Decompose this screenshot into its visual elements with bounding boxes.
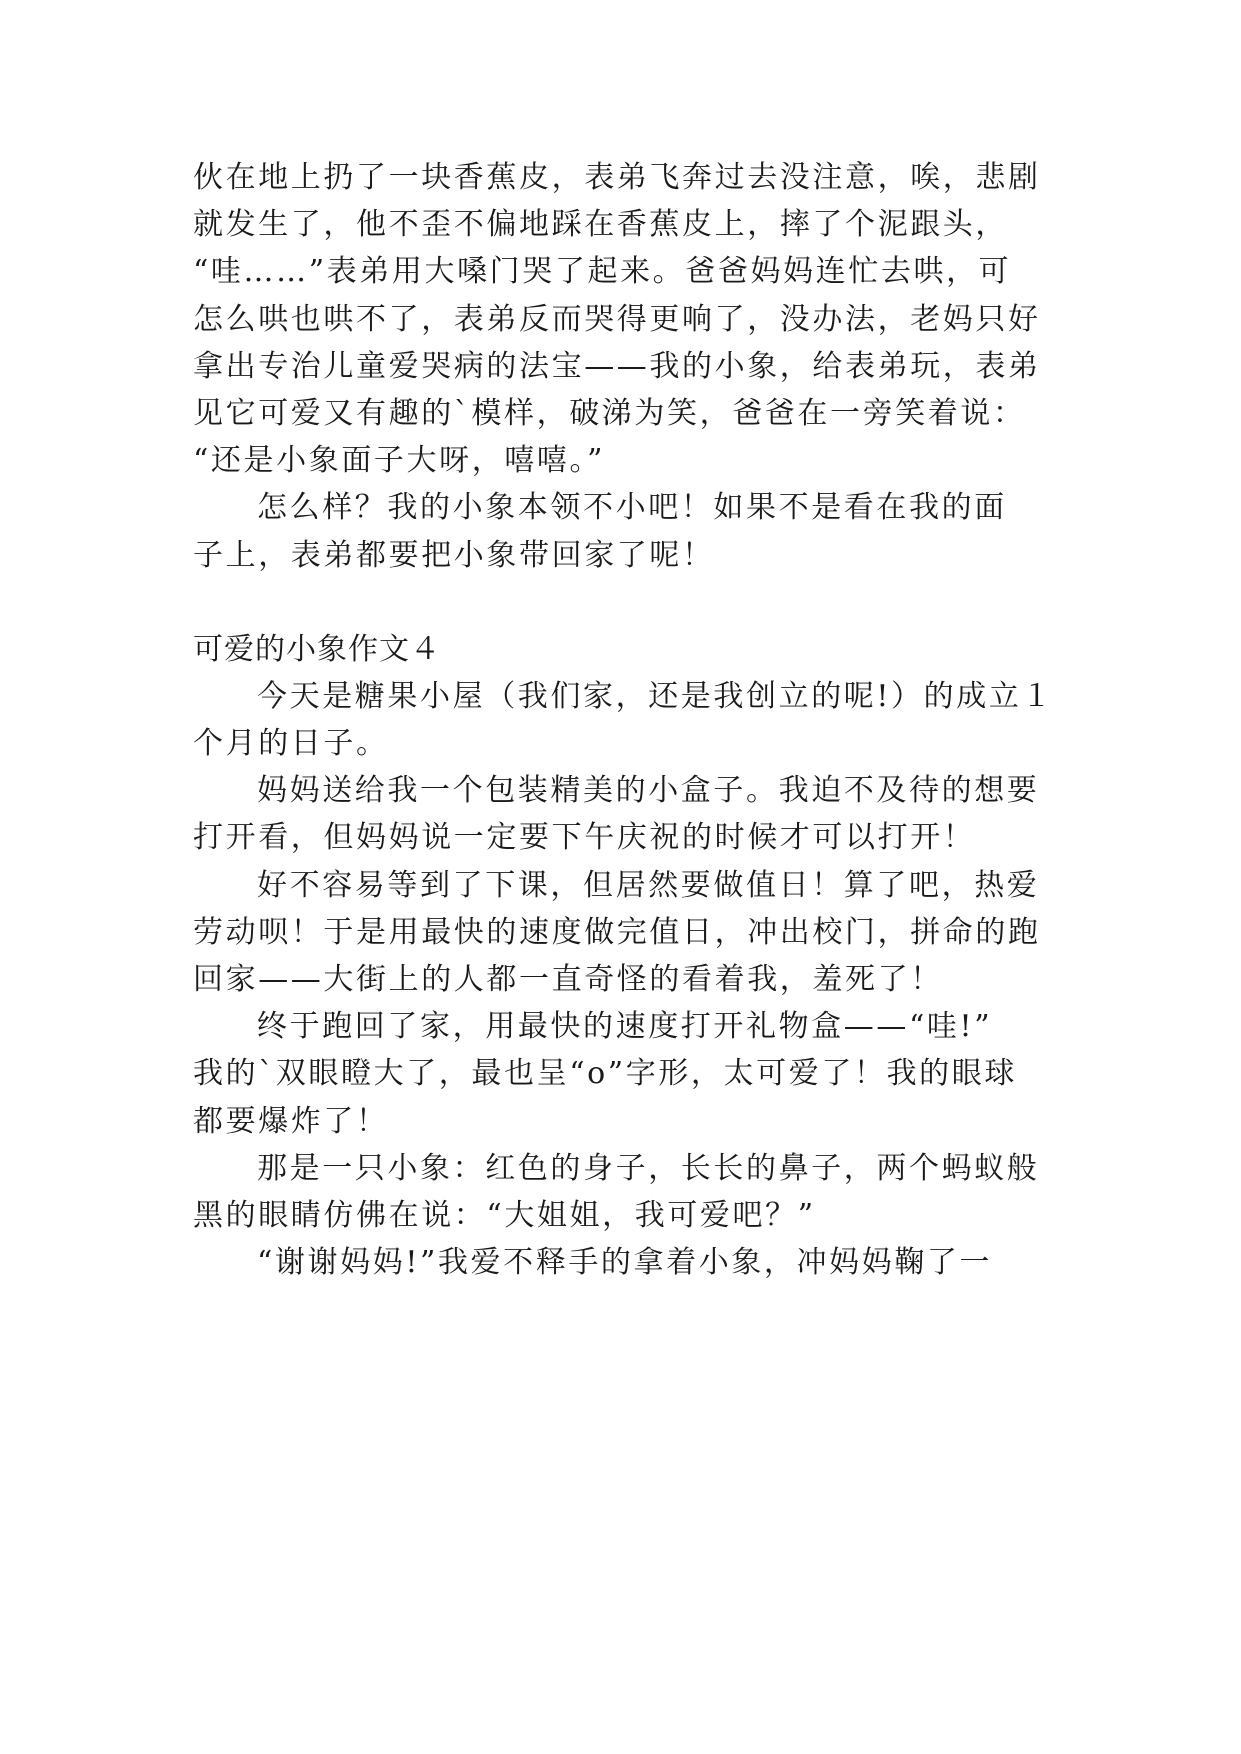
text-line: 我的`双眼瞪大了，最也呈“o”字形，太可爱了！我的眼球: [193, 1056, 1017, 1092]
section-gap: [193, 579, 1051, 626]
text-line: 伙在地上扔了一块香蕉皮，表弟飞奔过去没注意，唉，悲剧: [193, 160, 1041, 195]
text-line: 黑的眼睛仿佛在说：“大姐姐，我可爱吧？”: [193, 1197, 816, 1233]
paragraph-start-line: “谢谢妈妈!”我爱不释手的拿着小象，冲妈妈鞠了一: [257, 1245, 993, 1281]
document-body: [193, 154, 1055, 1286]
paragraph-start-line: 妈妈送给我一个包装精美的小盒子。我迫不及待的想要: [257, 773, 1040, 809]
text-line: 打开看，但妈妈说一定要下午庆祝的时候才可以打开！: [193, 820, 976, 856]
paragraph-start-line: 好不容易等到了下课，但居然要做值日！算了吧，热爱: [257, 867, 1040, 903]
text-line: 劳动呗！于是用最快的速度做完值日，冲出校门，拼命的跑: [193, 914, 1041, 950]
text-line: 拿出专治儿童爱哭病的法宝——我的小象，给表弟玩，表弟: [193, 348, 1041, 384]
text-line: 回家——大街上的人都一直奇怪的看着我，羞死了！: [193, 962, 943, 997]
text-line: “还是小象面子大呀，嘻嘻。”: [193, 443, 606, 479]
text-line: 就发生了，他不歪不偏地踩在香蕉皮上，摔了个泥跟头，: [193, 207, 1008, 243]
section-title: 可爱的小象作文４: [193, 631, 441, 667]
text-line: “哇……”表弟用大嗓门哭了起来。爸爸妈妈连忙去哄，可: [193, 254, 1012, 290]
paragraph-start-line: 今天是糖果小屋（我们家，还是我创立的呢!）的成立１: [257, 678, 1055, 714]
text-line: 怎么哄也哄不了，表弟反而哭得更响了，没办法，老妈只好: [193, 301, 1041, 337]
paragraph-start-line: 那是一只小象：红色的身子，长长的鼻子，两个蚂蚁般: [257, 1150, 1040, 1186]
paragraph-start-line: 终于跑回了家，用最快的速度打开礼物盒——“哇!”: [257, 1009, 993, 1045]
text-line: 子上，表弟都要把小象带回家了呢！: [193, 537, 715, 573]
text-line: 个月的日子。: [193, 726, 389, 762]
text-line: 都要爆炸了！: [193, 1103, 389, 1139]
paragraph-start-line: 怎么样？我的小象本领不小吧！如果不是看在我的面: [257, 490, 1007, 526]
text-line: 见它可爱又有趣的`模样，破涕为笑，爸爸在一旁笑着说：: [193, 395, 1026, 431]
